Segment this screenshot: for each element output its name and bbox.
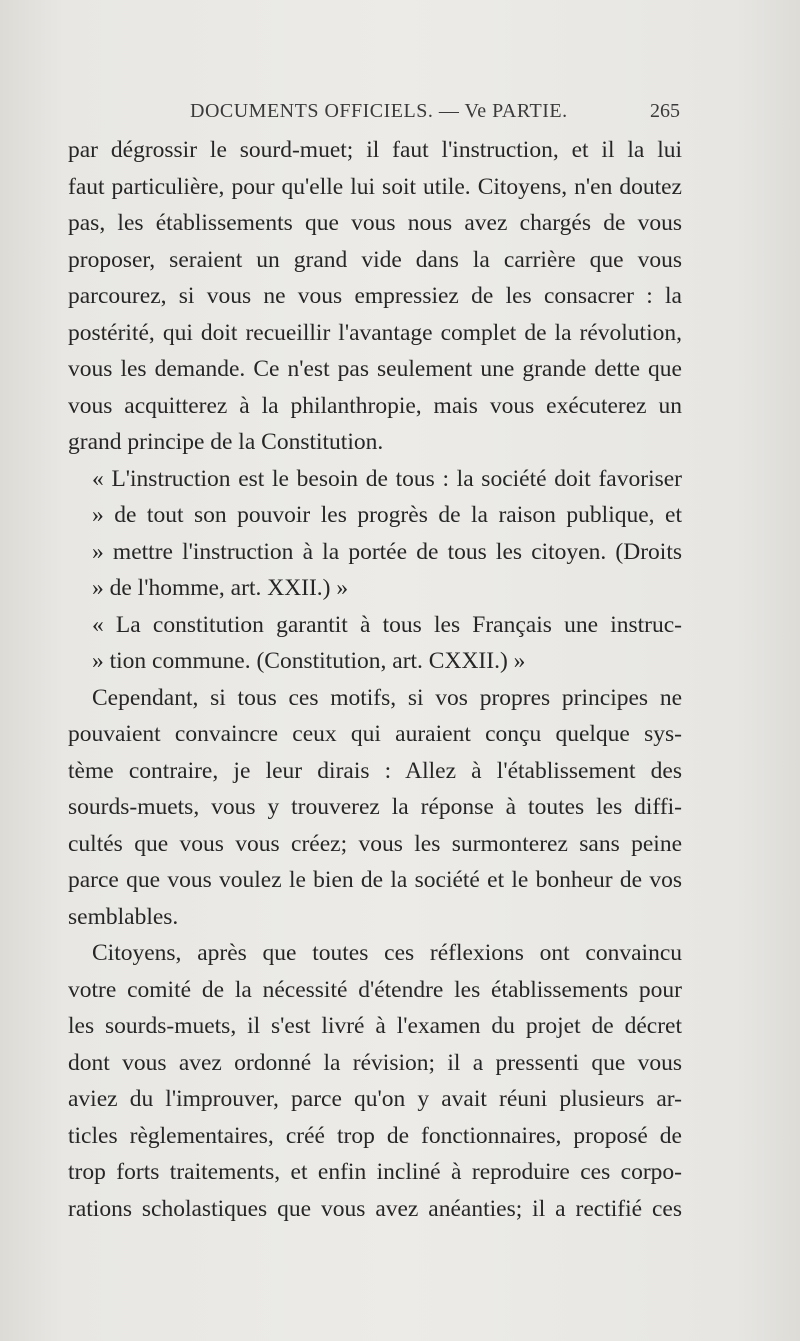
quotation-paragraph <box>68 607 682 680</box>
text-line: postérité, qui doit recueillir l'avantage complet de la révolution, <box>68 319 682 346</box>
text-line: parcourez, si vous ne vous empressiez de les consacrer : la <box>68 283 682 309</box>
text-line: sourds-muets, vous y trouverez la réponse à toutes les diffi- <box>68 794 682 820</box>
text-line: » mettre l'instruction à la portée de tous les citoyen. (Droits <box>92 538 682 565</box>
text-line: cultés que vous vous créez; vous les surmonterez sans peine <box>68 830 682 857</box>
text-line: semblables. <box>68 903 179 930</box>
text-line: pas, les établissements que vous nous avez chargés de vous <box>68 210 682 236</box>
text-line: faut particulière, pour qu'elle lui soit utile. Citoyens, n'en doutez <box>68 173 682 200</box>
text-line: » de l'homme, art. XXII.) » <box>92 575 349 601</box>
text-line: « L'instruction est le besoin de tous : la société doit favoriser <box>92 465 682 492</box>
text-line: grand principe de la Constitution. <box>68 429 384 455</box>
text-line: Citoyens, après que toutes ces réflexions ont convaincu <box>92 940 682 966</box>
page-number: 265 <box>650 100 680 122</box>
paragraph <box>68 132 682 461</box>
text-line: dont vous avez ordonné la révision; il a pressenti que vous <box>68 1049 682 1076</box>
text-line: votre comité de la nécessité d'étendre les établissements pour <box>68 976 682 1003</box>
text-line: rations scholastiques que vous avez anéanties; il a rectifié ces <box>68 1195 682 1222</box>
paragraph <box>68 935 682 1227</box>
text-line: » de tout son pouvoir les progrès de la raison publique, et <box>92 502 682 528</box>
text-line: par dégrossir le sourd-muet; il faut l'instruction, et il la lui <box>68 137 682 163</box>
running-title: DOCUMENTS OFFICIELS. — Ve PARTIE. <box>190 100 568 122</box>
text-line: vous les demande. Ce n'est pas seulement une grande dette que <box>68 356 682 382</box>
page-header <box>68 100 682 130</box>
text-line: pouvaient convaincre ceux qui auraient conçu quelque sys- <box>68 721 682 747</box>
body-text <box>68 132 682 1227</box>
text-line: « La constitution garantit à tous les Français une instruc- <box>92 611 682 638</box>
text-line: Cependant, si tous ces motifs, si vos propres principes ne <box>92 684 682 711</box>
text-line: les sourds-muets, il s'est livré à l'examen du projet de décret <box>68 1013 682 1039</box>
text-line: aviez du l'improuver, parce qu'on y avait réuni plusieurs ar- <box>68 1086 682 1112</box>
text-line: trop forts traitements, et enfin incliné à reproduire ces corpo- <box>68 1159 682 1185</box>
text-line: tème contraire, je leur dirais : Allez à l'établissement des <box>68 757 682 784</box>
paragraph <box>68 680 682 936</box>
text-line: ticles règlementaires, créé trop de fonctionnaires, proposé de <box>68 1122 682 1149</box>
text-line: parce que vous voulez le bien de la société et le bonheur de vos <box>68 867 682 893</box>
text-line: » tion commune. (Constitution, art. CXXII.) » <box>92 648 526 674</box>
text-line: vous acquitterez à la philanthropie, mais vous exécuterez un <box>68 392 682 419</box>
text-line: proposer, seraient un grand vide dans la carrière que vous <box>68 246 682 273</box>
quotation-paragraph <box>68 461 682 607</box>
